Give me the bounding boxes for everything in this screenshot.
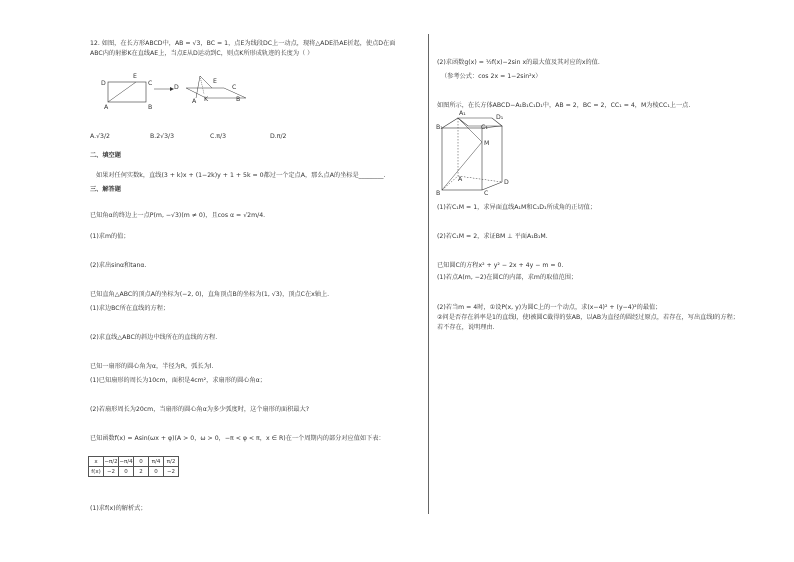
column-divider (428, 34, 429, 514)
problem-3-part-2: (2)若扇形周长为20cm，当扇形的圆心角α为多少弧度时，这个扇形的面积最大? (90, 406, 310, 413)
problem-3: 已知一扇形的圆心角为α，半径为R，弧长为l. (90, 363, 214, 370)
diagonal-ae (108, 82, 136, 102)
table-row (89, 457, 179, 467)
box-label-d: D (504, 179, 509, 186)
table-cell: −2 (164, 467, 179, 477)
box-label-c1: C₁ (481, 124, 488, 131)
problem-1-part-1: (1)求m的值； (90, 233, 130, 240)
problem-4-part-1: (1)求f(x)的解析式； (90, 505, 147, 512)
choice-c[interactable]: C.π/3 (210, 133, 227, 140)
fig-label-c2: C (232, 84, 237, 91)
choice-b[interactable]: B.2√3/3 (150, 133, 175, 140)
edge-hidden-bottom (458, 176, 502, 182)
value-table (88, 456, 179, 477)
fig-label-b: B (148, 104, 153, 111)
right-circle-part1: (1)若点A(m, −2)在圆C的内部，求m的取值范围； (437, 274, 578, 281)
box-label-b1: B₁ (436, 124, 443, 131)
q12-line1: 12. 如图，在长方形ABCD中，AB = √3，BC = 1，点E为线段DC上一动点，现将△ADE沿AE折起，使点D在面 (90, 40, 396, 47)
fig-label-d: D (101, 80, 106, 87)
box-label-d1: D₁ (496, 114, 504, 121)
table-cell: f(x) (89, 467, 104, 477)
fold-edge-2 (200, 76, 212, 88)
problem-3-part-1: (1)已知扇形的周长为10cm，面积是4cm²，求扇形的圆心角α； (90, 377, 266, 384)
table-row (89, 467, 179, 477)
table-cell: −2 (104, 467, 119, 477)
q12-line2: ABC内的射影K在直线AE上，当点E从D运动到C，则点K所形成轨迹的长度为（ ） (90, 50, 314, 57)
right-circle-part2b: ②问是否存在斜率是1的直线l，使l被圆C截得的弦AB，以AB为直径的圆经过原点，若存在，写出直线l的方程； (437, 314, 739, 321)
right-q1-hint: （参考公式：cos 2x = 1−2sin²x） (441, 73, 542, 80)
rectangle-abcd (108, 82, 146, 102)
box-label-m: M (484, 140, 490, 147)
section-fill-in: 二、填空题 (90, 152, 121, 159)
fig-label-e: E (133, 73, 137, 80)
fig-label-e2: E (213, 78, 217, 85)
choice-a[interactable]: A.√3/2 (90, 133, 110, 140)
box-label-b: B (436, 190, 441, 197)
problem-2-part-2: (2)求直线△ABC的斜边中线所在的直线的方程. (90, 334, 218, 341)
fold-edge-3 (200, 76, 204, 94)
edge-top-left (442, 118, 458, 128)
box-label-a: A (458, 176, 463, 183)
table-cell: 2 (134, 467, 149, 477)
table-cell: 0 (119, 467, 134, 477)
fig-label-c: C (148, 80, 153, 87)
fig-label-d2: D (174, 84, 179, 91)
table-cell: −π/2 (104, 458, 118, 465)
table-cell: 0 (134, 457, 149, 467)
fill-question-1: 如果对任何实数k，直线(3 + k)x + (1−2k)y + 1 + 5k = 0都过一个定点A，那么点A的坐标是________. (96, 172, 386, 179)
segment-a1-m (458, 118, 482, 142)
problem-1-part-2: (2)求出sinα和tanα. (90, 262, 147, 269)
fig-label-a: A (104, 104, 109, 111)
table-cell: π/4 (149, 457, 164, 467)
right-problem-circle: 已知圆C的方程x² + y² − 2x + 4y − m = 0. (437, 262, 564, 269)
table-cell: x (89, 457, 104, 467)
fig-label-b2: B (236, 96, 241, 103)
right-box-part2: (2)若C₁M = 2，求证BM ⊥ 平面A₁B₁M. (437, 233, 548, 240)
right-circle-part2c: 若不存在，说明理由. (437, 324, 495, 331)
problem-2-part-1: (1)求边BC所在直线的方程； (90, 305, 170, 312)
right-problem-box: 如图所示，在长方体ABCD−A₁B₁C₁D₁中，AB = 2，BC = 2，CC₁ = 4，M为棱CC₁上一点. (437, 102, 691, 109)
section-solve: 三、解答题 (90, 186, 121, 193)
problem-2: 已知直角△ABC的顶点A的坐标为(−2, 0)，直角顶点B的坐标为(1, √3)，顶点C在x轴上. (90, 291, 330, 298)
table-cell: −π/4 (119, 458, 133, 465)
fig-label-k: K (204, 96, 209, 103)
q12-figure (96, 76, 256, 116)
box-label-c: C (484, 190, 489, 197)
table-cell: 0 (149, 467, 164, 477)
right-box-part1: (1)若C₁M = 1，求异面直线A₁M和C₁D₁所成角的正切值； (437, 204, 597, 211)
choice-d[interactable]: D.π/2 (270, 133, 287, 140)
edge-bottom-right (482, 182, 502, 190)
fig-label-a2: A (192, 98, 197, 105)
edge-hidden-left (442, 176, 458, 190)
problem-4: 已知函数f(x) = Asin(ωx + φ)(A > 0，ω > 0，−π < φ < π，x ∈ R)在一个周期内的部分对应值如下表： (90, 435, 385, 442)
right-q1-part2: (2)求函数g(x) = ½f(x)−2sin x的最大值及其对应的x的值. (437, 59, 600, 66)
box-label-a1: A₁ (459, 110, 466, 117)
table-cell: π/2 (164, 457, 179, 467)
right-circle-part2a: (2)若当m = 4时，①设P(x, y)为圆C上的一个动点，求(x−4)² + (y−4)²的最值； (437, 304, 662, 311)
problem-1: 已知角α的终边上一点P(m, −√3)(m ≠ 0)，且cos α = √2m/4. (90, 212, 266, 219)
